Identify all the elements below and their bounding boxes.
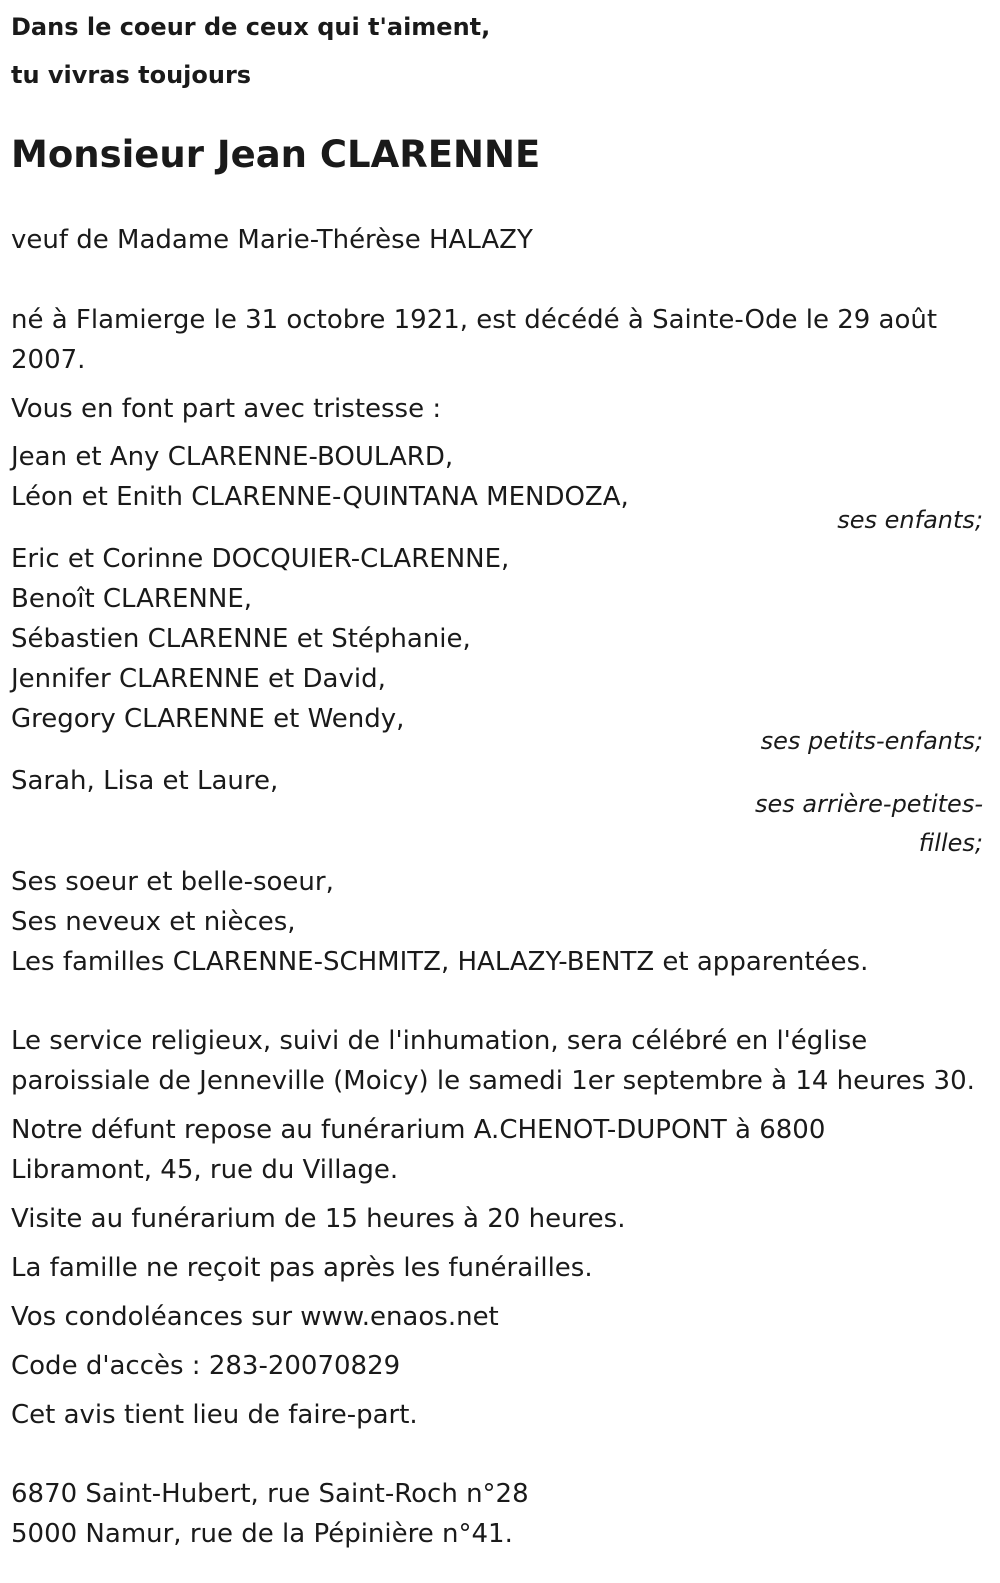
relative-line: Ses soeur et belle-soeur, xyxy=(11,867,334,897)
announcement-intro: Vous en font part avec tristesse : xyxy=(11,394,442,424)
motto-line-1: Dans le coeur de ceux qui t'aiment, xyxy=(11,13,491,41)
child-name: Léon et Enith CLARENNE-QUINTANA MENDOZA, xyxy=(11,482,629,512)
grandchild-name: Sébastien CLARENNE et Stéphanie, xyxy=(11,624,471,654)
relative-line: Ses neveux et nièces, xyxy=(11,907,296,937)
grandchildren-role: ses petits-enfants; xyxy=(760,727,983,755)
rests-line-1: Notre défunt repose au funérarium A.CHENOT-DUPONT à 6800 xyxy=(11,1115,826,1145)
child-name: Jean et Any CLARENNE-BOULARD, xyxy=(11,442,454,472)
widower-of: veuf de Madame Marie-Thérèse HALAZY xyxy=(11,225,533,255)
children-role: ses enfants; xyxy=(837,506,983,534)
visit-hours: Visite au funérarium de 15 heures à 20 heures. xyxy=(11,1204,626,1234)
great-grandchildren-role-line-1: ses arrière-petites- xyxy=(755,790,983,818)
grandchild-name: Gregory CLARENNE et Wendy, xyxy=(11,704,405,734)
address-line: 6870 Saint-Hubert, rue Saint-Roch n°28 xyxy=(11,1479,529,1509)
great-grandchildren-names: Sarah, Lisa et Laure, xyxy=(11,766,279,796)
notice-statement: Cet avis tient lieu de faire-part. xyxy=(11,1400,418,1430)
grandchild-name: Benoît CLARENNE, xyxy=(11,584,253,614)
ceremony-line-1: Le service religieux, suivi de l'inhumation, sera célébré en l'église xyxy=(11,1026,868,1056)
grandchild-name: Eric et Corinne DOCQUIER-CLARENNE, xyxy=(11,544,510,574)
no-reception: La famille ne reçoit pas après les funérailles. xyxy=(11,1253,593,1283)
obituary-notice xyxy=(11,0,983,1549)
rests-line-2: Libramont, 45, rue du Village. xyxy=(11,1155,399,1185)
address-line: 5000 Namur, rue de la Pépinière n°41. xyxy=(11,1519,513,1549)
motto-line-2: tu vivras toujours xyxy=(11,61,252,89)
access-code: Code d'accès : 283-20070829 xyxy=(11,1351,401,1381)
ceremony-line-2: paroissiale de Jenneville (Moicy) le samedi 1er septembre à 14 heures 30. xyxy=(11,1066,975,1096)
birth-death-line-1: né à Flamierge le 31 octobre 1921, est décédé à Sainte-Ode le 29 août xyxy=(11,305,938,335)
relative-line: Les familles CLARENNE-SCHMITZ, HALAZY-BENTZ et apparentées. xyxy=(11,947,869,977)
birth-death-line-2: 2007. xyxy=(11,345,86,375)
condolences-website: Vos condoléances sur www.enaos.net xyxy=(11,1302,499,1332)
great-grandchildren-role-line-2: filles; xyxy=(918,829,983,857)
grandchild-name: Jennifer CLARENNE et David, xyxy=(11,664,386,694)
deceased-name: Monsieur Jean CLARENNE xyxy=(11,133,541,176)
